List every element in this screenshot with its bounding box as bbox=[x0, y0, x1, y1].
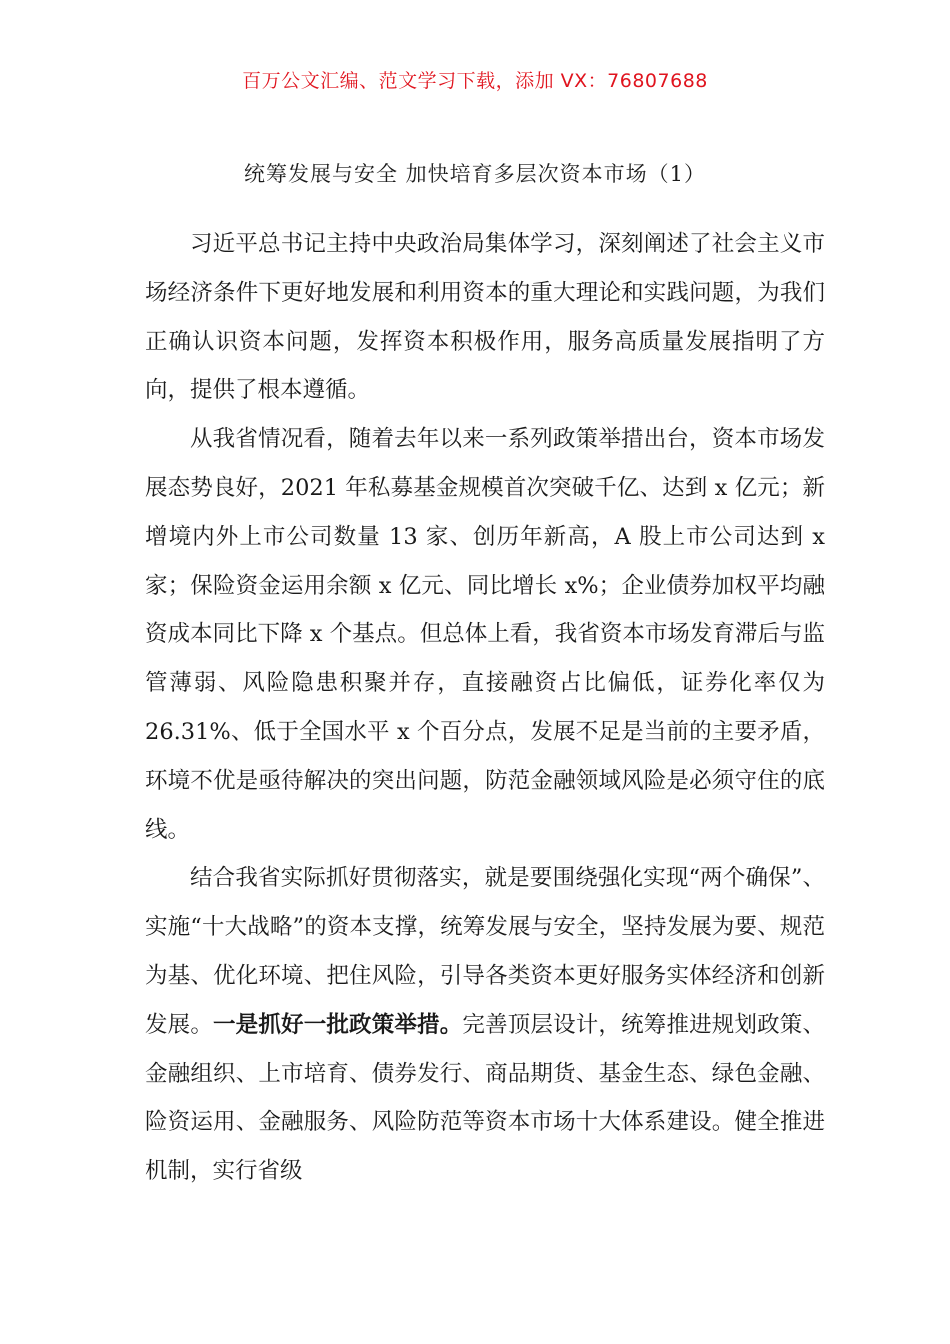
header-banner: 百万公文汇编、范文学习下载，添加 VX：76807688 bbox=[242, 70, 708, 92]
paragraph-3-text-before: 结合我省实际抓好贯彻落实，就是要围绕强化实现“两个确保”、实施“十大战略”的资本支撑，统筹发展与安全，坚持发展为要、规范为基、优化环境、把住风险，引导各类资本更好服务实体经济和创新发展。 bbox=[145, 865, 825, 1038]
document-body bbox=[145, 220, 825, 1196]
paragraph-2: 从我省情况看，随着去年以来一系列政策举措出台，资本市场发展态势良好，2021 年私募基金规模首次突破千亿、达到 x 亿元；新增境内外上市公司数量 13 家、创历年新高，A 股上市公司达到 x 家；保险资金运用余额 x 亿元、同比增长 x%；企业债券加权平均融资成本同比下降 x 个基点。但总体上看，我省资本市场发育滞后与监管薄弱、风险隐患积聚并存，直接融资占比偏低，证券化率仅为 26.31%、低于全国水平 x 个百分点，发展不足是当前的主要矛盾，环境不优是亟待解决的突出问题，防范金融领域风险是必须守住的底线。 bbox=[145, 426, 825, 843]
paragraph-3 bbox=[145, 854, 825, 1196]
paragraph-3-bold-heading: 一是抓好一批政策举措。 bbox=[213, 1011, 463, 1038]
paragraph-3-text-after: 完善顶层设计，统筹推进规划政策、金融组织、上市培育、债券发行、商品期货、基金生态、绿色金融、险资运用、金融服务、风险防范等资本市场十大体系建设。健全推进机制，实行省级 bbox=[145, 1011, 825, 1185]
paragraph-1: 习近平总书记主持中央政治局集体学习，深刻阐述了社会主义市场经济条件下更好地发展和利用资本的重大理论和实践问题，为我们正确认识资本问题，发挥资本积极作用，服务高质量发展指明了方向，提供了根本遵循。 bbox=[145, 231, 825, 404]
document-title: 统筹发展与安全 加快培育多层次资本市场（1） bbox=[243, 162, 707, 186]
